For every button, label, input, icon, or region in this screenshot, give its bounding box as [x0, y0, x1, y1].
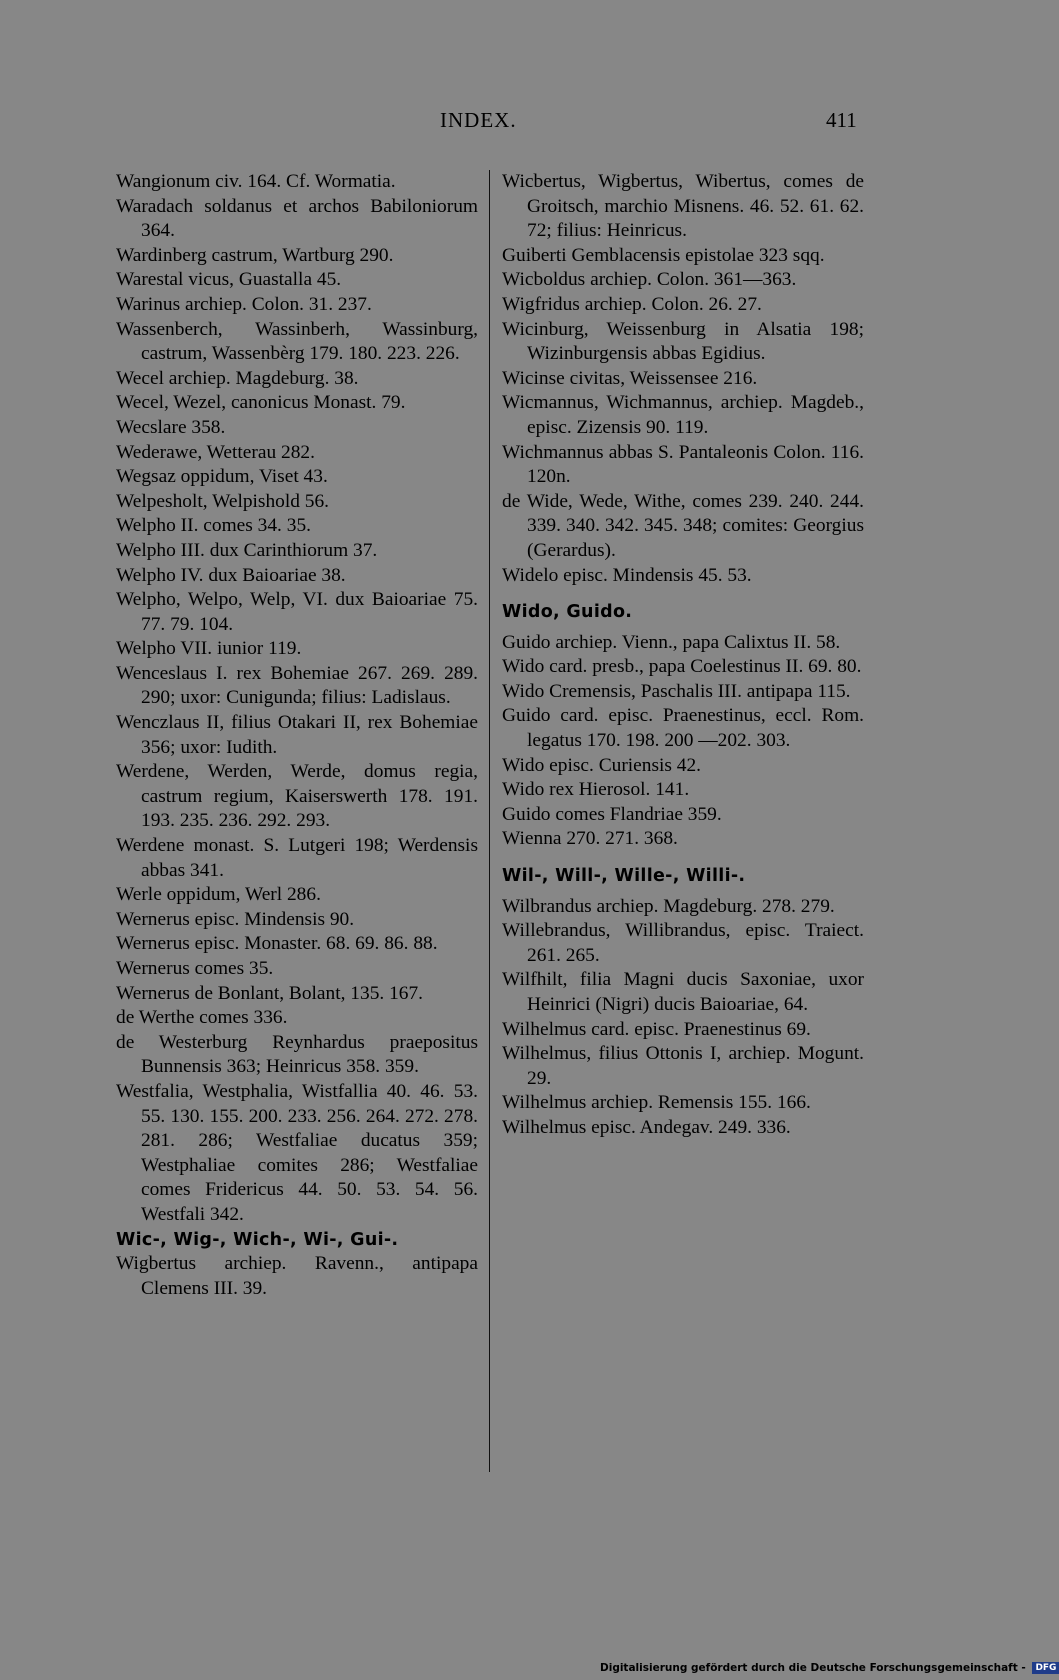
- index-entry: de Westerburg Reynhardus praepositus Bunnensis 363; Heinricus 358. 359.: [116, 1031, 478, 1078]
- index-entry: Widelo episc. Mindensis 45. 53.: [502, 564, 752, 586]
- index-entry: Wigfridus archiep. Colon. 26. 27.: [502, 293, 762, 315]
- section-heading-wil: Wil-, Will-, Wille-, Willi-.: [502, 866, 746, 887]
- index-entry: Wilhelmus, filius Ottonis I, archiep. Mogunt. 29.: [502, 1043, 864, 1089]
- index-entry: Guido card. episc. Praenestinus, eccl. Rom. legatus 170. 198. 200 —202. 303.: [502, 705, 864, 752]
- index-entry: Guido archiep. Vienn., papa Calixtus II. 58.: [502, 631, 841, 653]
- index-entry: de Wide, Wede, Withe, comes 239. 240. 244. 339. 340. 342. 345. 348; comites: Georgius (Gerardus).: [502, 490, 864, 561]
- index-entry: Wegsaz oppidum, Viset 43.: [116, 466, 328, 488]
- index-entry: Waradach soldanus et archos Babiloniorum 364.: [116, 195, 478, 242]
- index-entry: Warestal vicus, Guastalla 45.: [116, 269, 342, 291]
- index-entry: Westfalia, Westphalia, Wistfallia 40. 46. 53. 55. 130. 155. 200. 233. 256. 264. 272. 278. 281. 286; Westfaliae ducatus 359; Westphaliae comites 286; Westfaliae comes Fridericus 44. 50. 53. 54. 56. Westfali 342.: [116, 1080, 478, 1225]
- index-entry: Wardinberg castrum, Wartburg 290.: [116, 244, 394, 266]
- index-entry: Werdene, Werden, Werde, domus regia, castrum regium, Kaiserswerth 178. 191. 193. 235. 236. 292. 293.: [116, 761, 478, 832]
- index-entry: Wangionum civ. 164. Cf. Wormatia.: [116, 171, 396, 192]
- index-entry: Wichmannus abbas S. Pantaleonis Colon. 116. 120n.: [502, 441, 864, 488]
- index-entry: Warinus archiep. Colon. 31. 237.: [116, 293, 372, 315]
- index-entry: Wilfhilt, filia Magni ducis Saxoniae, uxor Heinrici (Nigri) ducis Baioariae, 64.: [502, 969, 864, 1015]
- index-entry: de Werthe comes 336.: [116, 1007, 288, 1029]
- index-entry: Wicmannus, Wichmannus, archiep. Magdeb., episc. Zizensis 90. 119.: [502, 392, 864, 438]
- index-entry: Wernerus episc. Mindensis 90.: [116, 908, 355, 930]
- index-entry: Wienna 270. 271. 368.: [502, 828, 678, 850]
- page-header: [0, 108, 1000, 138]
- digitization-footer: [600, 1662, 1059, 1674]
- index-entry: Wenceslaus I. rex Bohemiae 267. 269. 289. 290; uxor: Cunigunda; filius: Ladislaus.: [116, 662, 478, 709]
- index-entry: Guiberti Gemblacensis epistolae 323 sqq.: [502, 244, 825, 266]
- index-entry: Welpho II. comes 34. 35.: [116, 515, 311, 537]
- page-title: INDEX.: [440, 108, 517, 132]
- section-heading-wido: Wido, Guido.: [502, 602, 633, 623]
- index-entry: Wicbertus, Wigbertus, Wibertus, comes de Groitsch, marchio Misnens. 46. 52. 61. 62. 72; filius: Heinricus.: [502, 171, 864, 242]
- section-heading-wic: Wic-, Wig-, Wich-, Wi-, Gui-.: [116, 1229, 399, 1250]
- index-column-right: [502, 170, 864, 1141]
- index-entry: Wecel, Wezel, canonicus Monast. 79.: [116, 392, 406, 414]
- index-entry: Wecel archiep. Magdeburg. 38.: [116, 367, 359, 389]
- index-entry: Wigbertus archiep. Ravenn., antipapa Clemens III. 39.: [116, 1253, 478, 1299]
- index-entry: Wilhelmus episc. Andegav. 249. 336.: [502, 1116, 791, 1138]
- footer-text: Digitalisierung gefördert durch die Deutsche Forschungsgemeinschaft -: [600, 1662, 1026, 1674]
- index-entry: Guido comes Flandriae 359.: [502, 803, 722, 825]
- index-entry: Welpho VII. iunior 119.: [116, 638, 302, 660]
- column-divider: [489, 170, 490, 1472]
- index-entry: Wicboldus archiep. Colon. 361—363.: [502, 269, 797, 291]
- page-number: 411: [826, 108, 857, 132]
- index-entry: Wernerus comes 35.: [116, 958, 274, 979]
- index-entry: Werle oppidum, Werl 286.: [116, 884, 321, 906]
- index-entry: Wido Cremensis, Paschalis III. antipapa 115.: [502, 680, 851, 702]
- index-entry: Wilhelmus archiep. Remensis 155. 166.: [502, 1092, 811, 1114]
- index-entry: Wecslare 358.: [116, 416, 226, 438]
- index-entry: Welpho IV. dux Baioariae 38.: [116, 564, 346, 586]
- index-entry: Welpho III. dux Carinthiorum 37.: [116, 539, 378, 561]
- index-entry: Werdene monast. S. Lutgeri 198; Werdensis abbas 341.: [116, 835, 478, 881]
- index-column-left: [116, 170, 478, 1301]
- index-entry: Wassenberch, Wassinberh, Wassinburg, castrum, Wassenbèrg 179. 180. 223. 226.: [116, 318, 478, 365]
- index-entry: Wido rex Hierosol. 141.: [502, 779, 690, 801]
- index-entry: Welpho, Welpo, Welp, VI. dux Baioariae 75. 77. 79. 104.: [116, 589, 478, 635]
- index-entry: Wicinburg, Weissenburg in Alsatia 198; Wizinburgensis abbas Egidius.: [502, 318, 864, 365]
- dfg-logo: DFG: [1032, 1662, 1059, 1674]
- index-entry: Wido card. presb., papa Coelestinus II. 69. 80.: [502, 656, 862, 678]
- index-entry: Wernerus de Bonlant, Bolant, 135. 167.: [116, 982, 424, 1004]
- index-entry: Wilhelmus card. episc. Praenestinus 69.: [502, 1018, 811, 1040]
- index-entry: Wicinse civitas, Weissensee 216.: [502, 367, 758, 389]
- index-entry: Wilbrandus archiep. Magdeburg. 278. 279.: [502, 895, 835, 917]
- index-entry: Wederawe, Wetterau 282.: [116, 441, 315, 463]
- index-entry: Wido episc. Curiensis 42.: [502, 754, 702, 776]
- index-entry: Wenczlaus II, filius Otakari II, rex Bohemiae 356; uxor: Iudith.: [116, 712, 478, 758]
- index-entry: Wernerus episc. Monaster. 68. 69. 86. 88.: [116, 933, 438, 955]
- index-entry: Welpesholt, Welpishold 56.: [116, 490, 330, 512]
- index-entry: Willebrandus, Willibrandus, episc. Traiect. 261. 265.: [502, 920, 864, 966]
